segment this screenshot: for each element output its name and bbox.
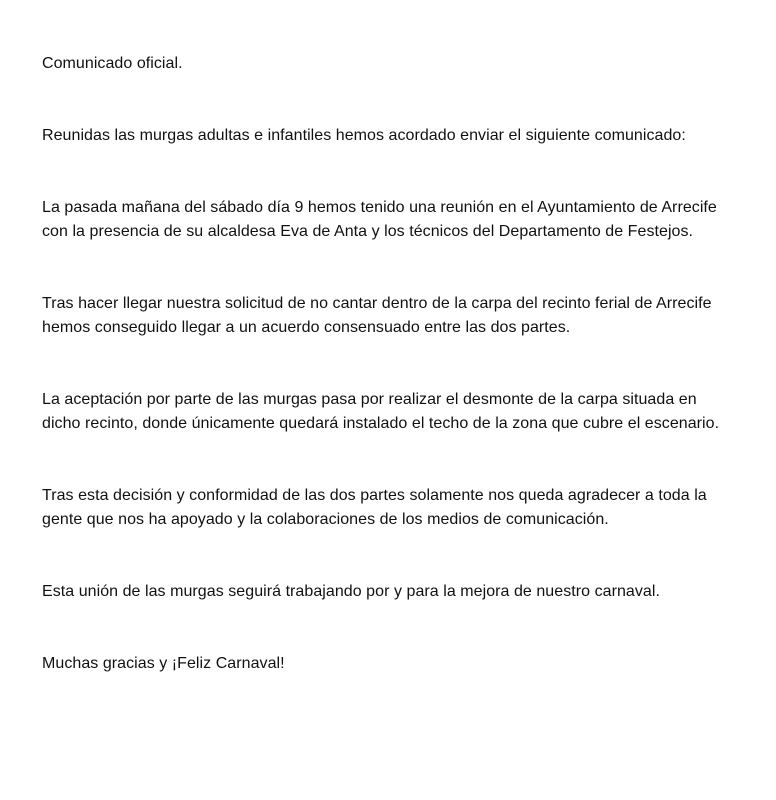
paragraph-agreement-line-1: Tras hacer llegar nuestra solicitud de no cantar dentro de la carpa del recinto ferial de Arrecife [42, 295, 712, 312]
official-statement-document [42, 52, 742, 676]
paragraph-union: Esta unión de las murgas seguirá trabajando por y para la mejora de nuestro carnaval. [42, 583, 660, 600]
paragraph-thanks-line-1: Tras esta decisión y conformidad de las dos partes solamente nos queda agradecer a toda la [42, 487, 707, 504]
paragraph-acceptance-line-1: La aceptación por parte de las murgas pasa por realizar el desmonte de la carpa situada en [42, 391, 697, 408]
paragraph-agreement-line-2: hemos conseguido llegar a un acuerdo consensuado entre las dos partes. [42, 319, 571, 336]
statement-intro: Reunidas las murgas adultas e infantiles hemos acordado enviar el siguiente comunicado: [42, 127, 686, 144]
paragraph-agreement [42, 292, 742, 340]
paragraph-meeting-line-1: La pasada mañana del sábado día 9 hemos tenido una reunión en el Ayuntamiento de Arrecife [42, 199, 717, 216]
paragraph-meeting-line-2: con la presencia de su alcaldesa Eva de Anta y los técnicos del Departamento de Festejos. [42, 223, 694, 240]
paragraph-thanks [42, 484, 742, 532]
paragraph-acceptance [42, 388, 742, 436]
statement-title: Comunicado oficial. [42, 55, 183, 72]
paragraph-meeting [42, 196, 742, 244]
paragraph-thanks-line-2: gente que nos ha apoyado y la colaboraciones de los medios de comunicación. [42, 511, 609, 528]
closing-line: Muchas gracias y ¡Feliz Carnaval! [42, 655, 285, 672]
paragraph-acceptance-line-2: dicho recinto, donde únicamente quedará instalado el techo de la zona que cubre el escenario. [42, 415, 720, 432]
